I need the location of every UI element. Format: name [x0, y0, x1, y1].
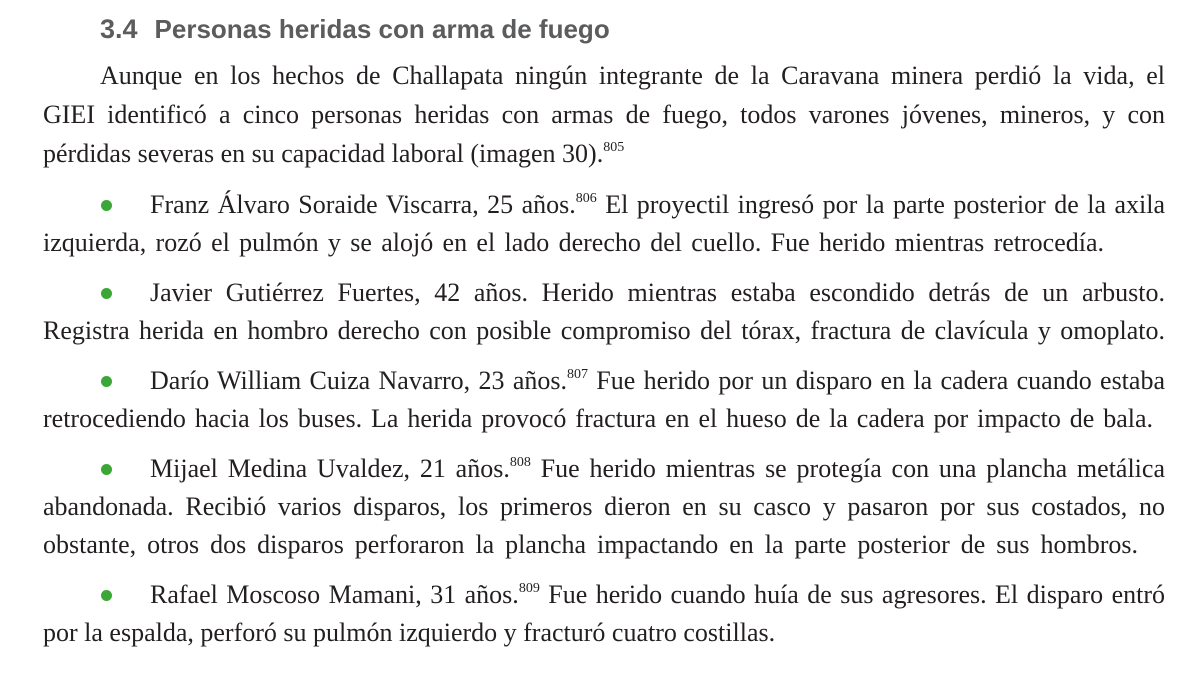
paragraph-line	[43, 56, 1165, 95]
paragraph-line	[43, 614, 1165, 652]
footnote-ref: 807	[566, 367, 588, 382]
list-bullet-icon	[101, 464, 112, 475]
section-heading	[100, 14, 610, 44]
intro-paragraph	[43, 56, 1165, 173]
line-text: por la espalda, perforó su pulmón izquierdo y fracturó cuatro costillas.	[43, 618, 776, 647]
line-text: El proyectil ingresó por la parte posterior de la axila	[596, 190, 1165, 219]
line-text: obstante, otros dos disparos perforaron la plancha impactando en la parte posterior de sus hombros.	[43, 530, 1138, 559]
line-text: retrocediendo hacia los buses. La herida provocó fractura en el hueso de la cadera por impacto de bala.	[43, 404, 1153, 433]
list-item	[43, 274, 1165, 350]
document-page	[43, 0, 1165, 674]
line-text: GIEI identificó a cinco personas heridas con armas de fuego, todos varones jóvenes, mineros, y con	[43, 100, 1165, 129]
list-item	[43, 186, 1165, 262]
paragraph-line	[43, 400, 1153, 438]
paragraph-line	[43, 134, 1165, 173]
line-text: pérdidas severas en su capacidad laboral (imagen 30).	[43, 139, 604, 168]
paragraph-line	[43, 576, 1165, 614]
footnote-ref: 808	[509, 455, 531, 470]
list-item	[43, 362, 1165, 438]
paragraph-line	[43, 362, 1165, 400]
list-item	[43, 450, 1165, 564]
list-bullet-icon	[101, 288, 112, 299]
paragraph-line	[43, 450, 1165, 488]
paragraph-line	[43, 526, 1138, 564]
victim-name-age: Mijael Medina Uvaldez, 21 años.	[150, 454, 510, 483]
line-text: izquierda, rozó el pulmón y se alojó en el lado derecho del cuello. Fue herido mientras retrocedía.	[43, 228, 1104, 257]
victim-name-age: Darío William Cuiza Navarro, 23 años.	[150, 366, 567, 395]
line-text: Fue herido cuando huía de sus agresores. El disparo entró	[539, 580, 1165, 609]
paragraph-line	[43, 95, 1165, 134]
line-text: Registra herida en hombro derecho con posible compromiso del tórax, fractura de clavícula y omoplato.	[43, 316, 1165, 345]
paragraph-line	[43, 312, 1165, 350]
list-bullet-icon	[101, 376, 112, 387]
paragraph-line	[43, 488, 1165, 526]
footnote-ref: 806	[575, 191, 597, 206]
footnote-ref: 809	[518, 581, 540, 596]
victim-name-age: Franz Álvaro Soraide Viscarra, 25 años.	[150, 190, 576, 219]
victim-list	[43, 186, 1165, 664]
line-text: Fue herido por un disparo en la cadera cuando estaba	[587, 366, 1165, 395]
footnote-ref: 805	[603, 140, 625, 155]
line-text: abandonada. Recibió varios disparos, los primeros dieron en su casco y pasaron por sus costados, no	[43, 492, 1165, 521]
list-bullet-icon	[101, 200, 112, 211]
paragraph-line	[43, 274, 1165, 312]
victim-name-age: Rafael Moscoso Mamani, 31 años.	[150, 580, 519, 609]
paragraph-line	[43, 224, 1104, 262]
line-text: Aunque en los hechos de Challapata ningún integrante de la Caravana minera perdió la vida, el	[100, 61, 1165, 90]
section-number: 3.4	[100, 14, 138, 44]
list-bullet-icon	[101, 590, 112, 601]
line-text: Javier Gutiérrez Fuertes, 42 años. Herido mientras estaba escondido detrás de un arbusto.	[150, 278, 1165, 307]
line-text: Fue herido mientras se protegía con una plancha metálica	[530, 454, 1165, 483]
paragraph-line	[43, 186, 1165, 224]
section-title: Personas heridas con arma de fuego	[154, 14, 610, 44]
list-item	[43, 576, 1165, 652]
